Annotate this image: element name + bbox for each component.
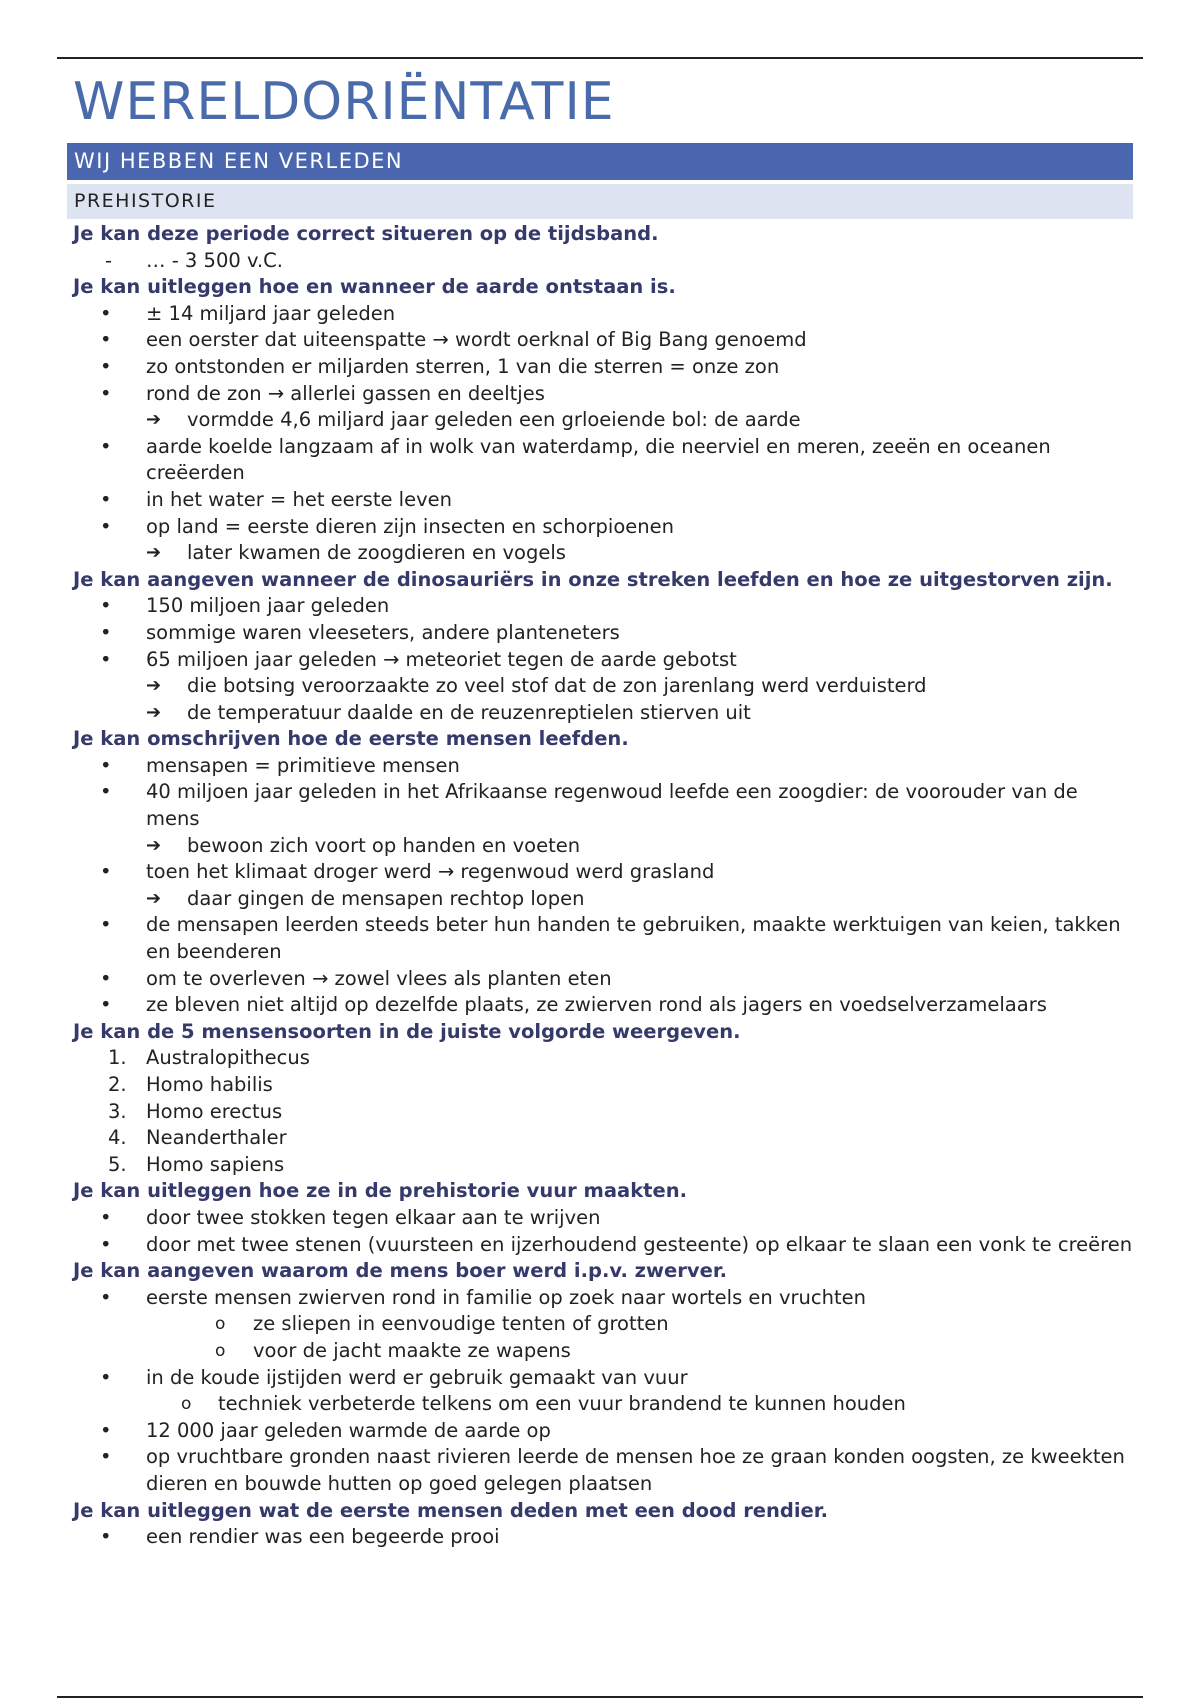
list-item: • eerste mensen zwierven rond in familie op zoek naar wortels en vruchten <box>73 1285 1133 1312</box>
list-item: o voor de jacht maakte ze wapens <box>73 1338 1133 1365</box>
circle-bullet-icon: o <box>181 1394 192 1415</box>
list-number: 3. <box>108 1099 127 1123</box>
bullet-icon: • <box>100 620 112 644</box>
list-item: ➔ bewoon zich voort op handen en voeten <box>73 833 1133 860</box>
bullet-icon: • <box>100 514 112 538</box>
learning-goal-heading: Je kan uitleggen hoe ze in de prehistorie vuur maakten. <box>73 1179 687 1203</box>
bullet-icon: • <box>100 993 112 1017</box>
top-rule <box>57 57 1143 59</box>
list-item: • zo ontstonden er miljarden sterren, 1 van die sterren = onze zon <box>73 354 1133 381</box>
bullet-icon: • <box>100 1445 112 1469</box>
list-item: ➔ later kwamen de zoogdieren en vogels <box>73 540 1133 567</box>
bullet-icon: • <box>100 753 112 777</box>
list-item: • een oerster dat uiteenspatte → wordt oerknal of Big Bang genoemd <box>73 327 1133 354</box>
list-item: • 65 miljoen jaar geleden → meteoriet tegen de aarde gebotst <box>73 647 1133 674</box>
list-item: • 40 miljoen jaar geleden in het Afrikaanse regenwoud leefde een zoogdier: de voorouder van de mens <box>100 780 1078 831</box>
bullet-icon: • <box>100 328 112 352</box>
list-item: • ze bleven niet altijd op dezelfde plaats, ze zwierven rond als jagers en voedselverzamelaars <box>73 992 1133 1019</box>
numbered-list-item: 5. Homo sapiens <box>73 1152 1133 1179</box>
bullet-icon: • <box>100 966 112 990</box>
bullet-icon: • <box>100 1525 112 1549</box>
arrow-icon: ➔ <box>146 542 162 564</box>
list-item: • in de koude ijstijden werd er gebruik gemaakt van vuur <box>73 1365 1133 1392</box>
bullet-icon: • <box>100 594 112 618</box>
list-number: 5. <box>108 1152 127 1176</box>
bullet-icon: • <box>100 1418 112 1442</box>
list-item: • rond de zon → allerlei gassen en deeltjes <box>73 381 1133 408</box>
learning-goal-heading: Je kan aangeven wanneer de dinosauriërs in onze streken leefden en hoe ze uitgestorven zijn. <box>73 567 1113 591</box>
list-item: • om te overleven → zowel vlees als planten eten <box>73 966 1133 993</box>
list-item: • door twee stokken tegen elkaar aan te wrijven <box>73 1205 1133 1232</box>
circle-bullet-icon: o <box>215 1314 226 1335</box>
numbered-list-item: 1. Australopithecus <box>73 1045 1133 1072</box>
list-number: 1. <box>108 1046 127 1070</box>
circle-bullet-icon: o <box>215 1340 226 1361</box>
bullet-icon: • <box>100 1365 112 1389</box>
learning-goal-heading: Je kan de 5 mensensoorten in de juiste volgorde weergeven. <box>73 1019 741 1043</box>
bullet-icon: • <box>100 1285 112 1309</box>
dash-marker: - <box>105 248 113 272</box>
list-item: • 150 miljoen jaar geleden <box>73 593 1133 620</box>
bottom-rule <box>57 1696 1143 1698</box>
list-item: ➔ die botsing veroorzaakte zo veel stof dat de zon jarenlang werd verduisterd <box>73 673 1133 700</box>
learning-goal-heading: Je kan omschrijven hoe de eerste mensen leefden. <box>73 727 629 751</box>
numbered-list-item: 2. Homo habilis <box>73 1072 1133 1099</box>
page-title: WERELDORIËNTATIE <box>73 72 615 132</box>
list-item: - … - 3 500 v.C. <box>73 248 1133 275</box>
arrow-icon: ➔ <box>146 887 162 909</box>
list-item: • sommige waren vleeseters, andere planteneters <box>73 620 1133 647</box>
bullet-icon: • <box>100 434 112 458</box>
arrow-icon: ➔ <box>146 701 162 723</box>
list-item: • op land = eerste dieren zijn insecten en schorpioenen <box>73 514 1133 541</box>
arrow-icon: ➔ <box>146 675 162 697</box>
list-item: • op vruchtbare gronden naast rivieren leerde de mensen hoe ze graan konden oogsten, ze kweekten dieren en bouwde hutten op goed gelegen plaatsen <box>100 1445 1125 1495</box>
learning-goal-heading: Je kan uitleggen hoe en wanneer de aarde ontstaan is. <box>73 275 676 299</box>
arrow-icon: ➔ <box>146 834 162 856</box>
bullet-icon: • <box>100 1205 112 1229</box>
list-number: 2. <box>108 1073 127 1096</box>
bullet-icon: • <box>100 487 112 511</box>
list-item: • toen het klimaat droger werd → regenwoud werd grasland <box>73 859 1133 886</box>
bullet-icon: • <box>100 647 112 671</box>
learning-goal-heading: Je kan aangeven waarom de mens boer werd i.p.v. zwerver. <box>73 1259 728 1283</box>
list-item: • aarde koelde langzaam af in wolk van waterdamp, die neerviel en meren, zeeën en oceanen creëerden <box>100 434 1051 485</box>
learning-goal-heading: Je kan deze periode correct situeren op de tijdsband. <box>73 222 659 245</box>
bullet-icon: • <box>100 780 112 804</box>
bullet-icon: • <box>100 301 112 325</box>
list-item: • door met twee stenen (vuursteen en ijzerhoudend gesteente) op elkaar te slaan een vonk te creëren <box>73 1232 1133 1259</box>
list-item: o techniek verbeterde telkens om een vuur brandend te kunnen houden <box>73 1391 1133 1418</box>
bullet-icon: • <box>100 913 112 937</box>
arrow-icon: ➔ <box>146 409 162 431</box>
numbered-list-item: 4. Neanderthaler <box>73 1125 1133 1152</box>
subsection-heading: PREHISTORIE <box>67 184 1133 219</box>
list-item: • ± 14 miljard jaar geleden <box>73 301 1133 328</box>
list-item: • in het water = het eerste leven <box>73 487 1133 514</box>
document-body <box>73 221 1133 1551</box>
list-item: ➔ vormdde 4,6 miljard jaar geleden een grloeiende bol: de aarde <box>73 407 1133 434</box>
bullet-icon: • <box>100 354 112 378</box>
list-item: • de mensapen leerden steeds beter hun handen te gebruiken, maakte werktuigen van keien, takken en beenderen <box>100 913 1121 964</box>
bullet-icon: • <box>100 381 112 405</box>
list-item: ➔ de temperatuur daalde en de reuzenreptielen stierven uit <box>73 700 1133 727</box>
list-item: • mensapen = primitieve mensen <box>73 753 1133 780</box>
learning-goal-heading: Je kan uitleggen wat de eerste mensen deden met een dood rendier. <box>73 1498 829 1522</box>
list-item: • een rendier was een begeerde prooi <box>73 1524 1133 1551</box>
list-item: ➔ daar gingen de mensapen rechtop lopen <box>73 886 1133 913</box>
list-number: 4. <box>108 1126 127 1150</box>
section-heading: WIJ HEBBEN EEN VERLEDEN <box>67 143 1133 180</box>
list-item: o ze sliepen in eenvoudige tenten of grotten <box>73 1311 1133 1338</box>
numbered-list-item: 3. Homo erectus <box>73 1099 1133 1126</box>
bullet-icon: • <box>100 860 112 884</box>
bullet-icon: • <box>100 1232 112 1256</box>
list-item: • 12 000 jaar geleden warmde de aarde op <box>73 1418 1133 1445</box>
